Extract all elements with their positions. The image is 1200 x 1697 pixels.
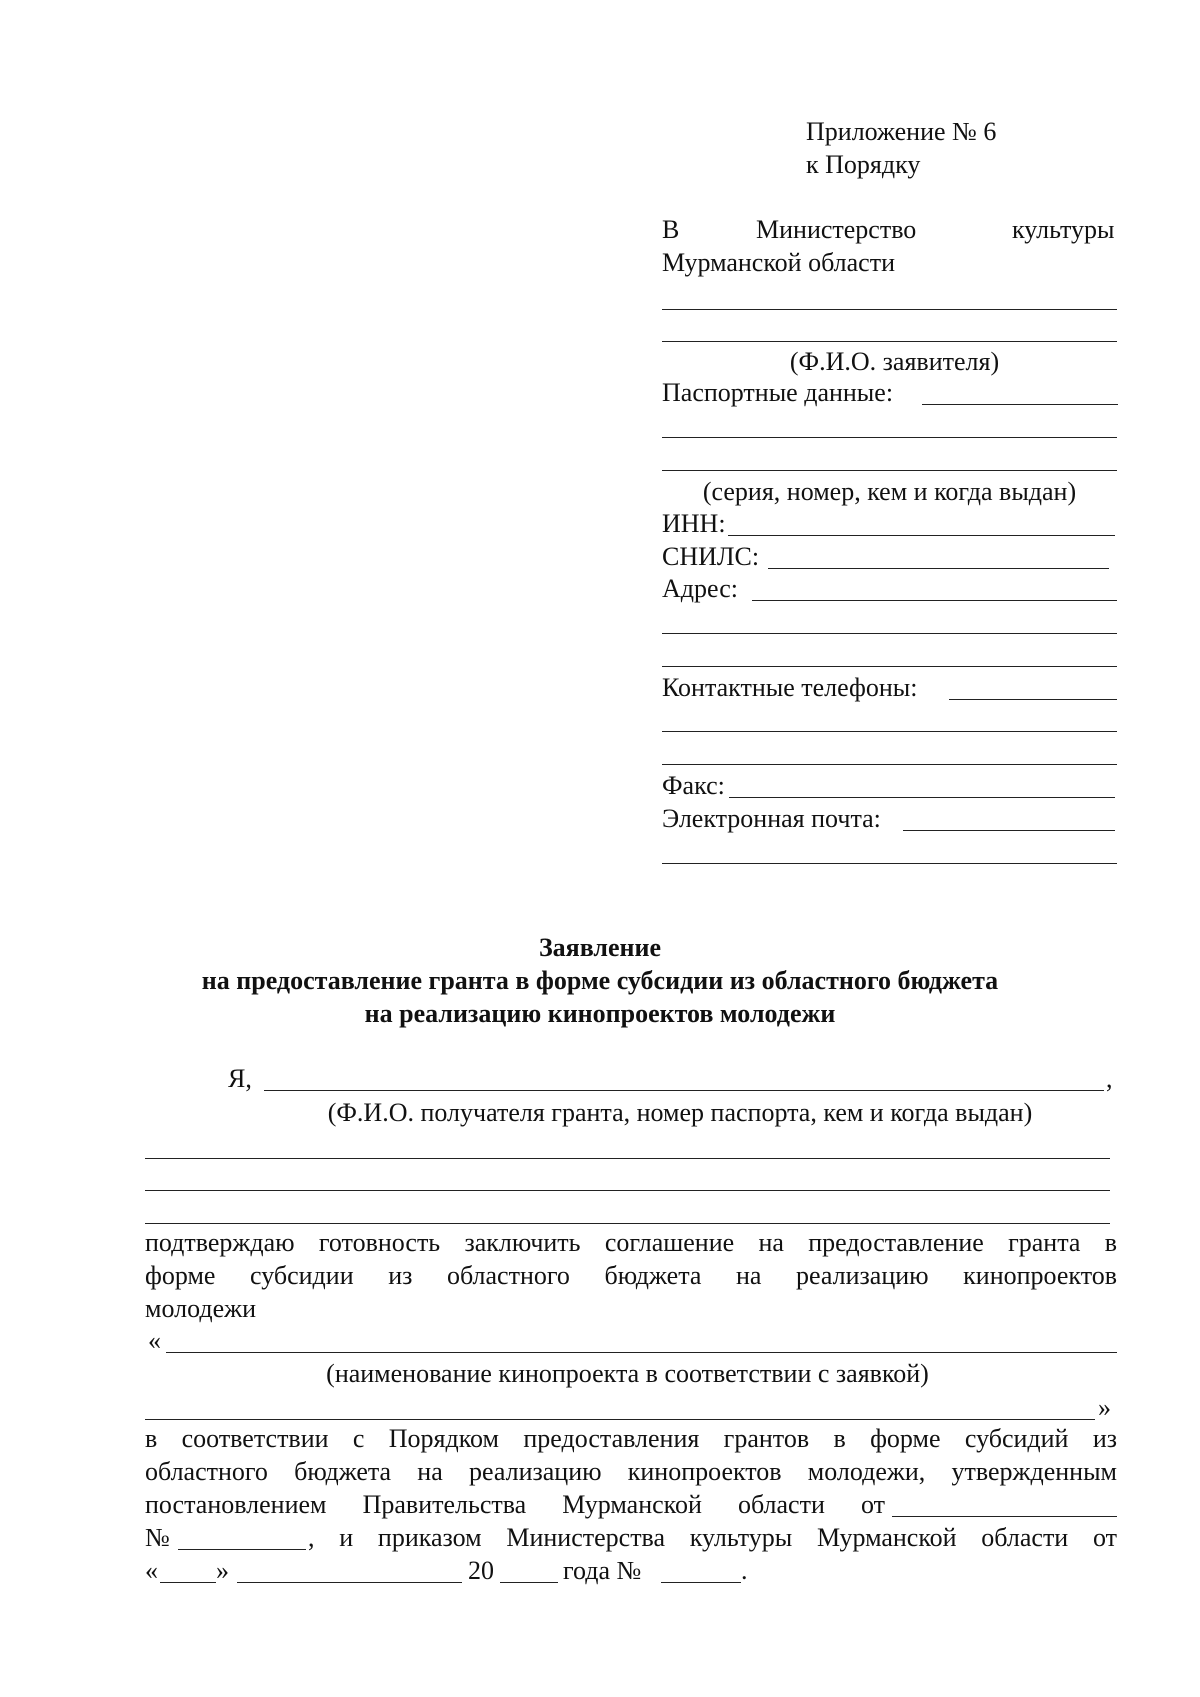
email-label: Электронная почта: [662,804,881,833]
address-label: Адрес: [662,574,738,603]
order-year-blank[interactable] [500,1582,558,1583]
address-blank-line[interactable] [752,600,1117,601]
addressee-culture: культуры [1012,215,1115,244]
document-subtitle-1: на предоставление гранта в форме субсидии из областного бюджета [201,966,999,995]
phones-label: Контактные телефоны: [662,673,918,702]
appendix-order-ref: к Порядку [806,150,921,179]
i-suffix: , [1106,1064,1113,1093]
recipient-blank-line-3[interactable] [145,1190,1110,1191]
document-subtitle-2: на реализацию кинопроектов молодежи [364,999,836,1028]
inn-blank-line[interactable] [728,535,1115,536]
confirm-text-line-2: форме субсидии из областного бюджета на реализацию кинопроектов [145,1261,1117,1290]
recipient-blank-line[interactable] [264,1090,1104,1091]
passport-blank-line-2[interactable] [662,437,1117,438]
passport-caption: (серия, номер, кем и когда выдан) [702,477,1077,506]
project-name-blank-line-2[interactable] [145,1419,1095,1420]
resolution-number-sign: № [145,1523,170,1552]
i-prefix: Я, [228,1064,252,1093]
fio-blank-line-1[interactable] [662,309,1117,310]
project-name-blank-line[interactable] [166,1352,1117,1353]
phones-blank-line[interactable] [949,699,1117,700]
fio-blank-line-2[interactable] [662,341,1117,342]
accordance-text-line-3: постановлением Правительства Мурманской области от [145,1490,885,1519]
address-blank-line-3[interactable] [662,666,1117,667]
fax-blank-line[interactable] [729,797,1115,798]
year-suffix-and-number-sign: года № [563,1556,642,1585]
passport-label: Паспортные данные: [662,378,894,407]
phones-blank-line-3[interactable] [662,764,1117,765]
phones-blank-line-2[interactable] [662,731,1117,732]
address-blank-line-2[interactable] [662,633,1117,634]
inn-label: ИНН: [662,509,726,538]
resolution-date-blank[interactable] [892,1516,1117,1517]
order-text: , и приказом Министерства культуры Мурманской области от [308,1523,1117,1552]
accordance-text-line-2: областного бюджета на реализацию кинопроектов молодежи, утвержденным [145,1457,1117,1486]
recipient-blank-line-2[interactable] [145,1158,1110,1159]
confirm-text-line-3: молодежи [145,1294,256,1323]
project-close-quote: » [1098,1393,1111,1422]
appendix-number: Приложение № 6 [806,117,997,146]
recipient-caption: (Ф.И.О. получателя гранта, номер паспорта, кем и когда выдан) [327,1098,1033,1127]
confirm-text-line-1: подтверждаю готовность заключить соглашение на предоставление гранта в [145,1228,1117,1257]
email-blank-line-2[interactable] [662,863,1117,864]
fax-label: Факс: [662,771,725,800]
addressee-ministry: Министерство [756,215,917,244]
passport-blank-line[interactable] [922,404,1118,405]
accordance-text-line-1: в соответствии с Порядком предоставления грантов в форме субсидий из [145,1424,1117,1453]
fio-caption: (Ф.И.О. заявителя) [789,347,1000,376]
year-prefix: 20 [468,1556,494,1585]
order-month-blank[interactable] [237,1582,462,1583]
date-open-quote: « [145,1556,158,1585]
project-caption: (наименование кинопроекта в соответствии с заявкой) [326,1359,929,1388]
document-title: Заявление [538,933,662,962]
addressee-region: Мурманской области [662,248,895,277]
resolution-number-blank[interactable] [178,1549,306,1550]
order-number-blank[interactable] [661,1582,741,1583]
date-close-quote: » [216,1556,229,1585]
project-open-quote: « [148,1326,161,1355]
recipient-blank-line-4[interactable] [145,1223,1110,1224]
passport-blank-line-3[interactable] [662,470,1117,471]
order-day-blank[interactable] [160,1582,216,1583]
final-dot: . [741,1556,748,1585]
snils-blank-line[interactable] [768,568,1109,569]
email-blank-line[interactable] [903,830,1115,831]
snils-label: СНИЛС: [662,542,760,571]
addressee-prefix: В [662,215,680,244]
